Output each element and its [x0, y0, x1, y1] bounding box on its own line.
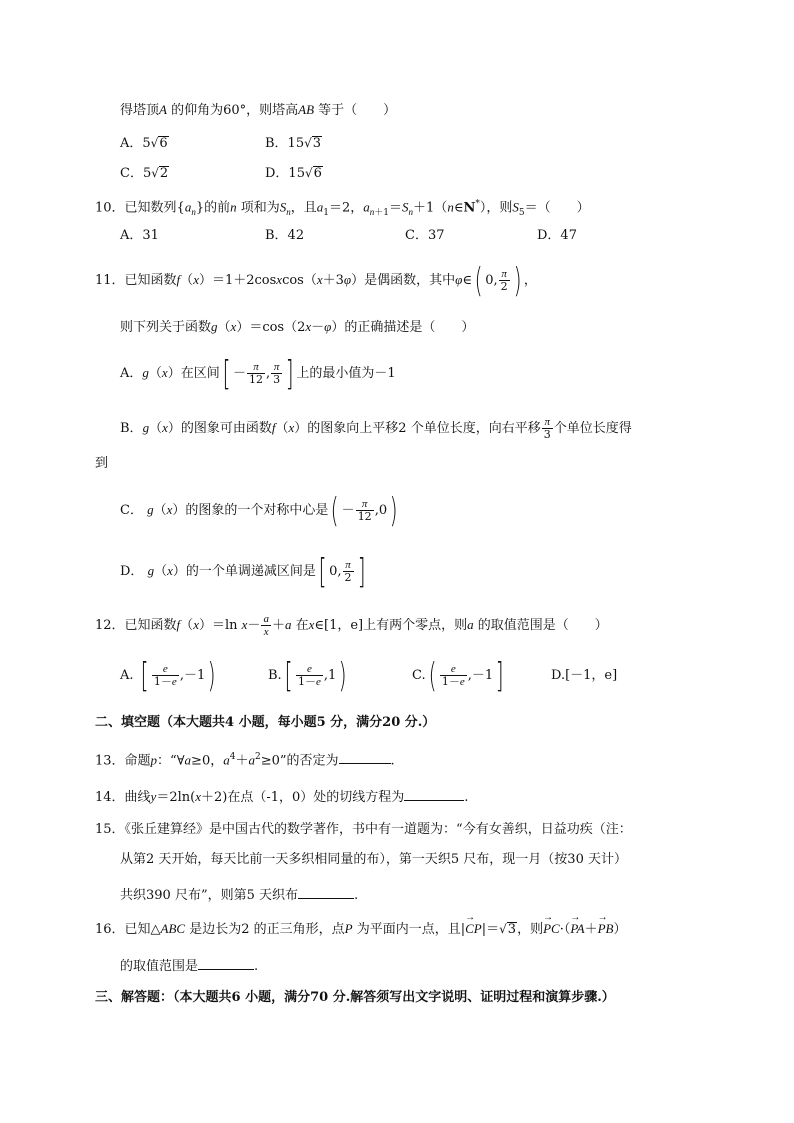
q10-option-b: B．42	[265, 228, 305, 243]
q11-option-a: A．g（x）在区间[ － $\frac{\pi}{12}$ , $\frac{\pi}{3}$ ] 上的最小值为－1	[120, 353, 396, 394]
q11-stem: 11．已知函数f（x）＝1＋2cosxcos（x＋3φ）是偶函数，其中φ∈( 0, $\frac{\pi}{2}$ ) ，	[95, 260, 537, 301]
q13: 13．命题p：“∀a≥0，$a^4+a^2\ge 0$”的否定为 .	[95, 748, 395, 770]
q11-substem: 则下列关于函数g（x）＝cos（2x－φ）的正确描述是（ ）	[120, 319, 475, 335]
q14: 14．曲线y＝2ln(x＋2)在点（-1，0）处的切线方程为 .	[95, 786, 468, 807]
q11-option-d: D． g（x）的一个单调递减区间是[ 0, $\frac{\pi}{2}$ ]	[120, 551, 366, 592]
q10-option-a: A．31	[120, 228, 159, 243]
q12-option-a: A. [ $\frac{e}{1-e}$ ,－1)	[120, 655, 216, 696]
q11-option-b-line1: B．g（x）的图象可由函数f（x）的图象向上平移2 个单位长度，向右平移 $\frac{\pi}{3}$ 个单位长度得	[120, 416, 632, 441]
q9-option-a: A．5√6	[120, 136, 168, 151]
q12-option-b: B.[ $\frac{e}{1-e}$ ,1)	[268, 655, 347, 696]
q10-option-c: C．37	[405, 228, 445, 243]
q15-line1: 15．《张丘建算经》是中国古代的数学著作，书中有一道题为：“今有女善织，日益功疾（注：	[95, 822, 632, 837]
q15-line2: 从第2 天开始，每天比前一天多织相同量的布），第一天织5 尺布，现一月（按30 天计）	[120, 852, 627, 867]
section-2-heading: 二、填空题（本大题共4 小题，每小题5 分，满分20 分.）	[95, 715, 436, 730]
q12-option-c: C.( $\frac{e}{1-e}$ ,－1]	[412, 655, 504, 696]
q9-continuation: 得塔顶A 的仰角为60°，则塔高AB 等于（ ）	[120, 102, 397, 118]
section-3-heading: 三、解答题：（本大题共6 小题，满分70 分.解答须写出文字说明、证明过程和演算步骤.）	[95, 990, 615, 1005]
q16-line1: 16．已知△ABC 是边长为2 的正三角形，点P 为平面内一点，且|→ CP|＝√3，则→ PC·（→ PA＋→ PB）	[95, 918, 627, 941]
q9-option-d: D．15√6	[265, 166, 322, 181]
q10-stem: 10．已知数列$\{a_n\}$的前n 项和为$S_n$，且$a_1=2$，$a_{n+1}=S_n+1(n\in N^*)$，则$S_5=$（ ）	[95, 199, 590, 218]
q9-option-c: C．5√2	[120, 166, 169, 181]
q11-option-b-line2: 到	[95, 456, 109, 471]
q10-option-d: D．47	[537, 228, 577, 243]
q16-line2: 的取值范围是 .	[120, 955, 258, 976]
q12-stem: 12．已知函数f（x）＝ln x－ $\frac{a}{x}$ ＋a 在x∈[1，e]上有两个零点，则a 的取值范围是（ ）	[95, 613, 608, 638]
q9-option-b: B．15√3	[265, 136, 322, 151]
q11-option-c: C． g（x）的图象的一个对称中心是( － $\frac{\pi}{12}$ ,0)	[120, 490, 398, 531]
q12-option-d: D.[－1，e]	[551, 668, 618, 683]
q15-line3: 共织390 尺布”，则第5 天织布 .	[120, 884, 358, 905]
